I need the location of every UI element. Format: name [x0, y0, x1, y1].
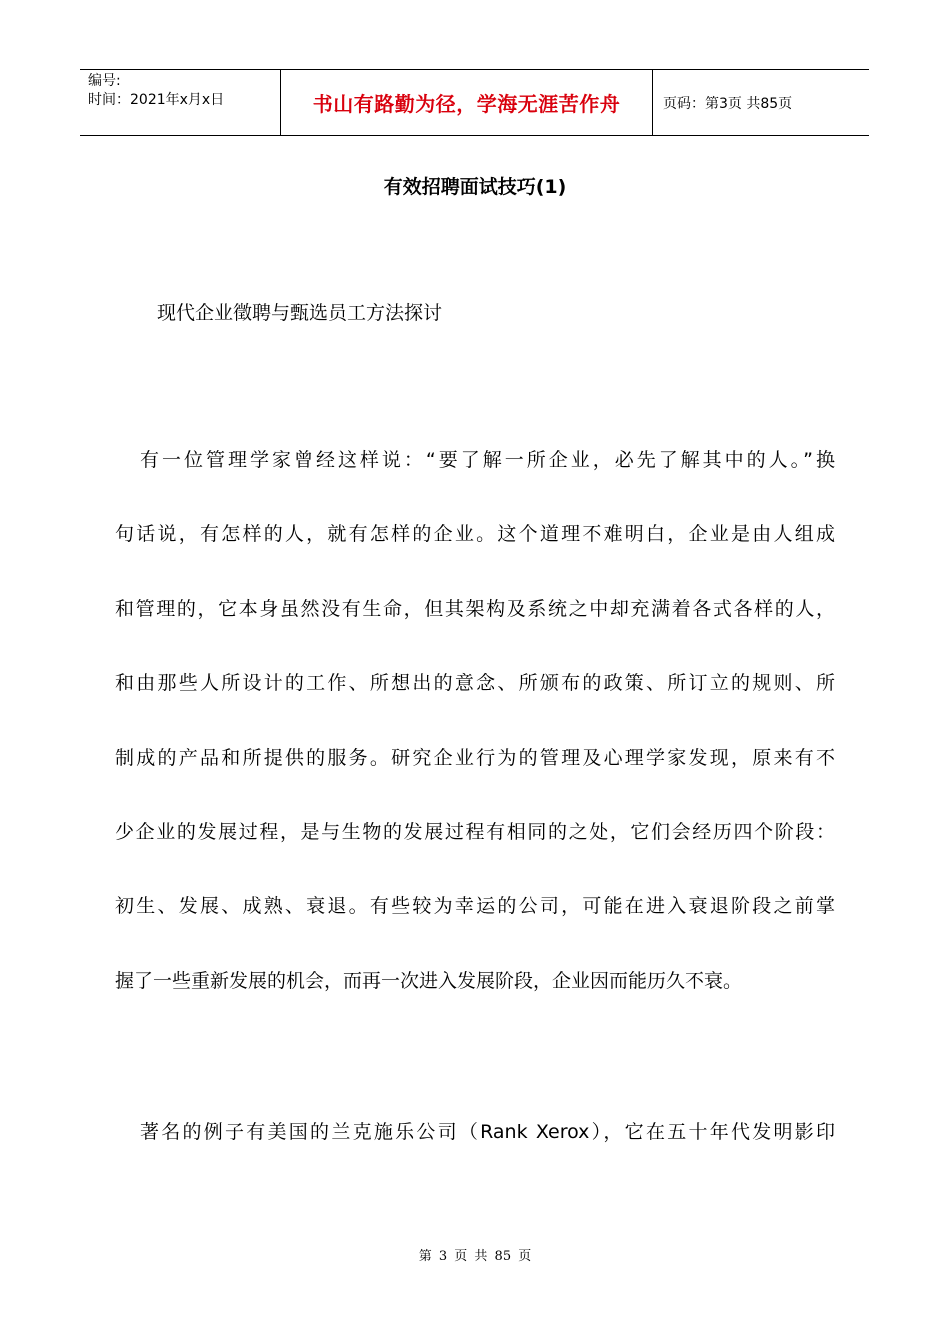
- page-footer: 第 3 页 共 85 页: [418, 1249, 532, 1264]
- paragraph-1: [115, 446, 835, 1041]
- paragraph-line: 初生、发展、成熟、衰退。有些较为幸运的公司，可能在进入衰退阶段之前掌: [115, 895, 835, 918]
- document-title: 有效招聘面试技巧(1): [383, 176, 567, 198]
- paragraph-line: 和管理的，它本身虽然没有生命，但其架构及系统之中却充满着各式各样的人，: [115, 597, 835, 620]
- paragraph-line: 和由那些人所设计的工作、所想出的意念、所颁布的政策、所订立的规则、所: [115, 672, 835, 695]
- paragraph-line: 有一位管理学家曾经这样说：“要了解一所企业，必先了解其中的人。”换: [140, 449, 835, 471]
- header-meta: [80, 70, 280, 135]
- motto-text: 书山有路勤为径，学海无涯苦作舟: [312, 92, 621, 116]
- document-subtitle: 现代企业徵聘与甄选员工方法探讨: [157, 302, 443, 324]
- time-label: 时间：2021年x月x日: [88, 92, 225, 108]
- header-motto-cell: [280, 70, 653, 135]
- paragraph-line: 少企业的发展过程，是与生物的发展过程有相同的之处，它们会经历四个阶段：: [115, 820, 835, 843]
- paragraph-line: 著名的例子有美国的兰克施乐公司（Rank Xerox），它在五十年代发明影印: [140, 1121, 835, 1143]
- paragraph-2: [115, 1118, 835, 1192]
- paragraph-line: 句话说，有怎样的人，就有怎样的企业。这个道理不难明白，企业是由人组成: [115, 523, 835, 546]
- paragraph-line: 握了一些重新发展的机会，而再一次进入发展阶段，企业因而能历久不衰。: [115, 969, 743, 992]
- paragraph-line: 制成的产品和所提供的服务。研究企业行为的管理及心理学家发现，原来有不: [115, 746, 835, 769]
- page-number-label: 页码：第3页 共85页: [663, 95, 793, 112]
- page-header: [80, 69, 869, 136]
- header-page-cell: [653, 70, 869, 135]
- serial-label: 编号:: [88, 73, 121, 89]
